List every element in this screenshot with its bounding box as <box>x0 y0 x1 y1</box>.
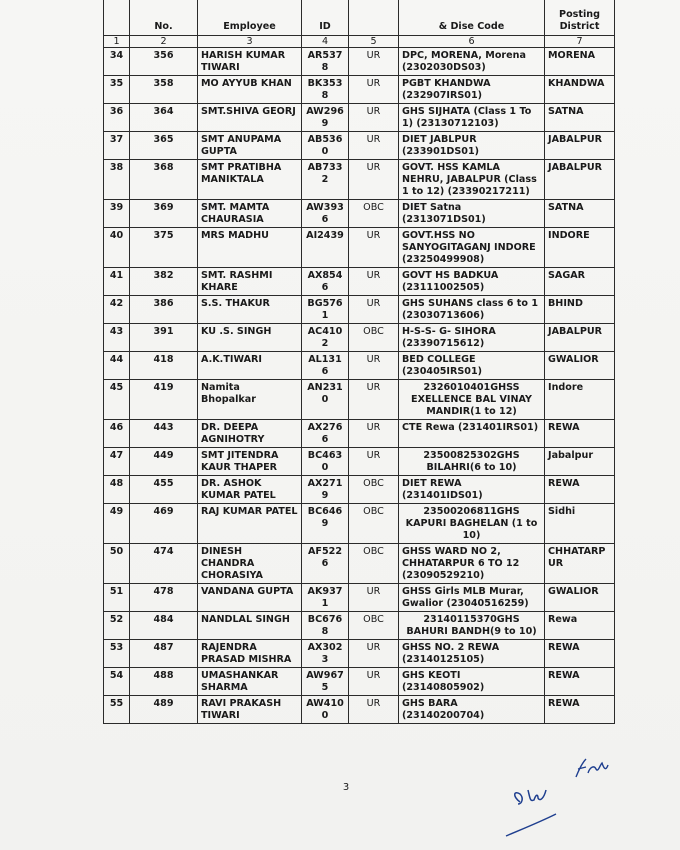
category-cell: UR <box>349 76 399 104</box>
employee-name-cell: RAVI PRAKASH TIWARI <box>198 696 302 724</box>
table-row <box>104 448 615 476</box>
school-dise-cell: 2326010401GHSS EXELLENCE BAL VINAY MANDIR(1 to 12) <box>399 380 545 420</box>
school-dise-cell: 23140115370GHS BAHURI BANDH(9 to 10) <box>399 612 545 640</box>
table-row <box>104 380 615 420</box>
header-cell-employee: Employee <box>198 0 302 36</box>
number-cell: 365 <box>130 132 198 160</box>
sno-cell: 35 <box>104 76 130 104</box>
employee-name-cell: NANDLAL SINGH <box>198 612 302 640</box>
page-number: 3 <box>342 782 350 793</box>
employee-name-cell: KU .S. SINGH <box>198 324 302 352</box>
employee-id-cell: AB5360 <box>302 132 349 160</box>
posting-district-cell: Jabalpur <box>545 448 615 476</box>
posting-district-cell: KHANDWA <box>545 76 615 104</box>
employee-name-cell: MO AYYUB KHAN <box>198 76 302 104</box>
sno-cell: 47 <box>104 448 130 476</box>
school-dise-cell: GOVT.HSS NO SANYOGITAGANJ INDORE (23250499908) <box>399 228 545 268</box>
sno-cell: 46 <box>104 420 130 448</box>
category-cell: UR <box>349 668 399 696</box>
number-cell: 364 <box>130 104 198 132</box>
number-cell: 489 <box>130 696 198 724</box>
table-row <box>104 504 615 544</box>
school-dise-cell: PGBT KHANDWA (232907IRS01) <box>399 76 545 104</box>
posting-district-cell: Rewa <box>545 612 615 640</box>
table-row <box>104 160 615 200</box>
school-dise-cell: DIET REWA (231401IDS01) <box>399 476 545 504</box>
table-row <box>104 640 615 668</box>
employee-name-cell: UMASHANKAR SHARMA <box>198 668 302 696</box>
employee-name-cell: MRS MADHU <box>198 228 302 268</box>
school-dise-cell: GHSS Girls MLB Murar, Gwalior (23040516259) <box>399 584 545 612</box>
number-cell: 484 <box>130 612 198 640</box>
employee-id-cell: BK3538 <box>302 76 349 104</box>
sno-cell: 52 <box>104 612 130 640</box>
category-cell: UR <box>349 132 399 160</box>
header-cell-category <box>349 0 399 36</box>
employee-id-cell: AW9675 <box>302 668 349 696</box>
employee-id-cell: AI2439 <box>302 228 349 268</box>
table-row <box>104 584 615 612</box>
posting-district-cell: Sidhi <box>545 504 615 544</box>
category-cell: UR <box>349 48 399 76</box>
employee-id-cell: AF5226 <box>302 544 349 584</box>
number-cell: 356 <box>130 48 198 76</box>
employee-id-cell: AX8546 <box>302 268 349 296</box>
employee-name-cell: DR. ASHOK KUMAR PATEL <box>198 476 302 504</box>
column-index-row <box>104 36 615 48</box>
sno-cell: 43 <box>104 324 130 352</box>
table-row <box>104 132 615 160</box>
number-cell: 391 <box>130 324 198 352</box>
employee-id-cell: AL1316 <box>302 352 349 380</box>
sno-cell: 42 <box>104 296 130 324</box>
index-cell: 2 <box>130 36 198 48</box>
sno-cell: 45 <box>104 380 130 420</box>
employee-table <box>103 0 615 724</box>
sno-cell: 54 <box>104 668 130 696</box>
number-cell: 478 <box>130 584 198 612</box>
number-cell: 487 <box>130 640 198 668</box>
table-row <box>104 544 615 584</box>
number-cell: 449 <box>130 448 198 476</box>
school-dise-cell: 23500206811GHS KAPURI BAGHELAN (1 to 10) <box>399 504 545 544</box>
index-cell: 1 <box>104 36 130 48</box>
school-dise-cell: GHS SUHANS class 6 to 1 (23030713606) <box>399 296 545 324</box>
number-cell: 418 <box>130 352 198 380</box>
table-row <box>104 612 615 640</box>
category-cell: UR <box>349 584 399 612</box>
school-dise-cell: GOVT. HSS KAMLA NEHRU, JABALPUR (Class 1 to 12) (23390217211) <box>399 160 545 200</box>
school-dise-cell: DPC, MORENA, Morena (2302030DS03) <box>399 48 545 76</box>
posting-district-cell: SATNA <box>545 104 615 132</box>
sno-cell: 44 <box>104 352 130 380</box>
employee-id-cell: AW3936 <box>302 200 349 228</box>
employee-id-cell: AW2969 <box>302 104 349 132</box>
employee-name-cell: SMT JITENDRA KAUR THAPER <box>198 448 302 476</box>
category-cell: UR <box>349 268 399 296</box>
employee-name-cell: HARISH KUMAR TIWARI <box>198 48 302 76</box>
number-cell: 382 <box>130 268 198 296</box>
posting-district-cell: Indore <box>545 380 615 420</box>
category-cell: UR <box>349 296 399 324</box>
category-cell: UR <box>349 420 399 448</box>
employee-name-cell: DINESH CHANDRA CHORASIYA <box>198 544 302 584</box>
employee-name-cell: SMT ANUPAMA GUPTA <box>198 132 302 160</box>
employee-name-cell: S.S. THAKUR <box>198 296 302 324</box>
posting-district-cell: REWA <box>545 640 615 668</box>
category-cell: UR <box>349 352 399 380</box>
number-cell: 386 <box>130 296 198 324</box>
school-dise-cell: DIET JABLPUR (233901DS01) <box>399 132 545 160</box>
employee-name-cell: SMT.SHIVA GEORJ <box>198 104 302 132</box>
header-cell-school: & Dise Code <box>399 0 545 36</box>
category-cell: UR <box>349 696 399 724</box>
posting-district-cell: INDORE <box>545 228 615 268</box>
category-cell: UR <box>349 104 399 132</box>
number-cell: 474 <box>130 544 198 584</box>
index-cell: 7 <box>545 36 615 48</box>
sno-cell: 50 <box>104 544 130 584</box>
sno-cell: 49 <box>104 504 130 544</box>
signature-mark <box>570 755 620 785</box>
table-row <box>104 324 615 352</box>
signature-initials <box>500 780 570 840</box>
posting-district-cell: REWA <box>545 668 615 696</box>
posting-district-cell: GWALIOR <box>545 352 615 380</box>
posting-district-cell: SAGAR <box>545 268 615 296</box>
table-row <box>104 104 615 132</box>
employee-name-cell: SMT PRATIBHA MANIKTALA <box>198 160 302 200</box>
sno-cell: 53 <box>104 640 130 668</box>
employee-name-cell: VANDANA GUPTA <box>198 584 302 612</box>
index-cell: 4 <box>302 36 349 48</box>
employee-id-cell: BC4630 <box>302 448 349 476</box>
sno-cell: 41 <box>104 268 130 296</box>
number-cell: 469 <box>130 504 198 544</box>
category-cell: UR <box>349 380 399 420</box>
posting-district-cell: GWALIOR <box>545 584 615 612</box>
employee-id-cell: AB7332 <box>302 160 349 200</box>
category-cell: OBC <box>349 504 399 544</box>
posting-district-cell: BHIND <box>545 296 615 324</box>
posting-district-cell: REWA <box>545 696 615 724</box>
employee-name-cell: RAJ KUMAR PATEL <box>198 504 302 544</box>
sno-cell: 40 <box>104 228 130 268</box>
school-dise-cell: GHS SIJHATA (Class 1 To 1) (23130712103) <box>399 104 545 132</box>
category-cell: UR <box>349 228 399 268</box>
table-row <box>104 268 615 296</box>
employee-name-cell: SMT. MAMTA CHAURASIA <box>198 200 302 228</box>
category-cell: OBC <box>349 324 399 352</box>
posting-district-cell: JABALPUR <box>545 132 615 160</box>
school-dise-cell: H-S-S- G- SIHORA (23390715612) <box>399 324 545 352</box>
category-cell: OBC <box>349 612 399 640</box>
header-cell-id: ID <box>302 0 349 36</box>
employee-id-cell: AR5378 <box>302 48 349 76</box>
posting-district-cell: JABALPUR <box>545 324 615 352</box>
category-cell: OBC <box>349 200 399 228</box>
table-row <box>104 48 615 76</box>
number-cell: 358 <box>130 76 198 104</box>
school-dise-cell: DIET Satna (2313071DS01) <box>399 200 545 228</box>
sno-cell: 48 <box>104 476 130 504</box>
header-cell-sno <box>104 0 130 36</box>
table-row <box>104 476 615 504</box>
employee-id-cell: AW4100 <box>302 696 349 724</box>
employee-id-cell: AX2719 <box>302 476 349 504</box>
sno-cell: 55 <box>104 696 130 724</box>
posting-district-cell: REWA <box>545 420 615 448</box>
posting-district-cell: REWA <box>545 476 615 504</box>
number-cell: 488 <box>130 668 198 696</box>
number-cell: 455 <box>130 476 198 504</box>
sno-cell: 39 <box>104 200 130 228</box>
posting-district-cell: SATNA <box>545 200 615 228</box>
employee-name-cell: RAJENDRA PRASAD MISHRA <box>198 640 302 668</box>
employee-name-cell: SMT. RASHMI KHARE <box>198 268 302 296</box>
table-row <box>104 352 615 380</box>
category-cell: UR <box>349 640 399 668</box>
employee-id-cell: BG5761 <box>302 296 349 324</box>
number-cell: 369 <box>130 200 198 228</box>
sno-cell: 36 <box>104 104 130 132</box>
number-cell: 419 <box>130 380 198 420</box>
employee-name-cell: A.K.TIWARI <box>198 352 302 380</box>
employee-id-cell: AN2310 <box>302 380 349 420</box>
school-dise-cell: 23500825302GHS BILAHRI(6 to 10) <box>399 448 545 476</box>
sno-cell: 38 <box>104 160 130 200</box>
sno-cell: 37 <box>104 132 130 160</box>
table-row <box>104 296 615 324</box>
school-dise-cell: GHSS NO. 2 REWA (23140125105) <box>399 640 545 668</box>
employee-name-cell: DR. DEEPA AGNIHOTRY <box>198 420 302 448</box>
employee-id-cell: AX2766 <box>302 420 349 448</box>
header-cell-no: No. <box>130 0 198 36</box>
header-row <box>104 0 615 36</box>
employee-id-cell: AC4102 <box>302 324 349 352</box>
school-dise-cell: CTE Rewa (231401IRS01) <box>399 420 545 448</box>
number-cell: 368 <box>130 160 198 200</box>
posting-district-cell: JABALPUR <box>545 160 615 200</box>
sno-cell: 34 <box>104 48 130 76</box>
table-row <box>104 668 615 696</box>
employee-name-cell: Namita Bhopalkar <box>198 380 302 420</box>
school-dise-cell: GHS KEOTI (23140805902) <box>399 668 545 696</box>
employee-id-cell: AK9371 <box>302 584 349 612</box>
category-cell: OBC <box>349 476 399 504</box>
index-cell: 5 <box>349 36 399 48</box>
header-cell-district: Posting District <box>545 0 615 36</box>
posting-district-cell: CHHATARPUR <box>545 544 615 584</box>
table-row <box>104 228 615 268</box>
table-row <box>104 420 615 448</box>
sno-cell: 51 <box>104 584 130 612</box>
table-row <box>104 696 615 724</box>
posting-district-cell: MORENA <box>545 48 615 76</box>
number-cell: 443 <box>130 420 198 448</box>
number-cell: 375 <box>130 228 198 268</box>
category-cell: OBC <box>349 544 399 584</box>
employee-id-cell: BC6469 <box>302 504 349 544</box>
table-row <box>104 200 615 228</box>
school-dise-cell: GHS BARA (23140200704) <box>399 696 545 724</box>
school-dise-cell: GOVT HS BADKUA (23111002505) <box>399 268 545 296</box>
category-cell: UR <box>349 448 399 476</box>
index-cell: 6 <box>399 36 545 48</box>
school-dise-cell: GHSS WARD NO 2, CHHATARPUR 6 TO 12 (23090529210) <box>399 544 545 584</box>
table-row <box>104 76 615 104</box>
employee-id-cell: BC6768 <box>302 612 349 640</box>
index-cell: 3 <box>198 36 302 48</box>
school-dise-cell: BED COLLEGE (230405IRS01) <box>399 352 545 380</box>
category-cell: UR <box>349 160 399 200</box>
employee-id-cell: AX3023 <box>302 640 349 668</box>
